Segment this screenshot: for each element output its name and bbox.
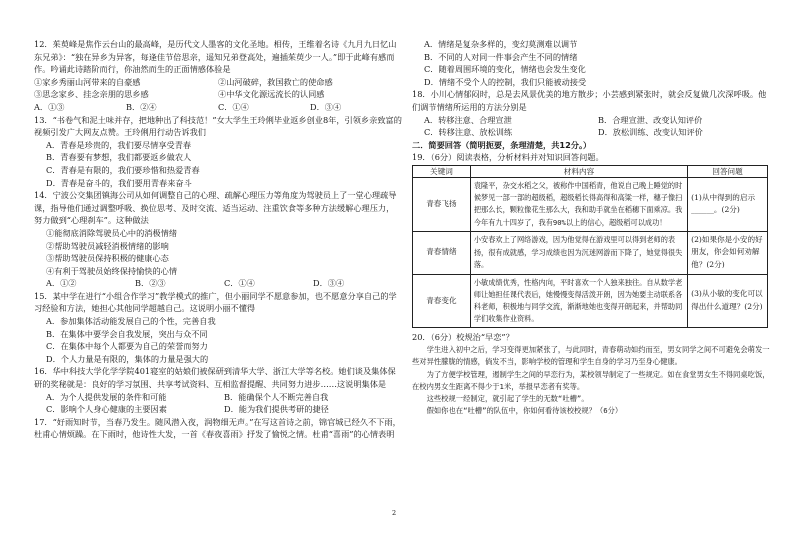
option: D．③④ bbox=[313, 278, 345, 289]
q19-table bbox=[412, 165, 768, 328]
table-header: 材料内容 bbox=[470, 165, 687, 177]
option: B．合理宣泄、改变认知评价 bbox=[598, 114, 703, 125]
question-cell: (2)如果你是小安的好朋友，你会如何劝解他？(2分) bbox=[688, 231, 768, 274]
q12-items-row-1 bbox=[34, 76, 402, 89]
q17-option: A．情绪是复杂多样的，变幻莫测难以调节 bbox=[424, 39, 578, 49]
q20-question: 假如你也在“吐槽”的队伍中，你如何看待该校校规？（6分） bbox=[426, 406, 623, 416]
q13-option: D．青春是奋斗的，我们要用青春来奋斗 bbox=[46, 177, 192, 188]
page-number: 2 bbox=[392, 509, 397, 517]
keyword-cell: 青春情绪 bbox=[413, 231, 471, 274]
option: D．能为我们提供考研的捷径 bbox=[224, 404, 329, 415]
table-row bbox=[413, 274, 768, 328]
q12-item: ③思念家乡、挂念亲朋的思乡感 bbox=[34, 89, 149, 100]
q15-stem: 15．某中学在进行“小组合作学习”教学模式的推广，但小丽同学不愿意参加，也不愿意分享自己的学习经验和方法，她担心其他同学超越自己。这说明小丽不懂得 bbox=[34, 290, 397, 314]
q16-options-row-1 bbox=[34, 391, 402, 404]
option: D．③④ bbox=[310, 101, 342, 112]
q17-stem: 17．“好雨知时节，当春乃发生。随风潜入夜，润物细无声。”在写这首诗之前，锦官城已经久不下雨，杜甫心情烦躁。在下雨时，他诗性大发，一首《春夜喜雨》抒发了愉悦之情。杜甫“喜雨”的心情表明 bbox=[34, 416, 401, 440]
material-cell: 小敏成绩优秀，性格内向，平时喜欢一个人独来独往。自从数学老师让她担任课代表后，她慢慢变得活泼开朗，因为她要主动联系各科老师，积极地与同学交流，渐渐地她也变得开朗起来，并帮助同学们收集作业资料。 bbox=[470, 274, 687, 328]
q17-option: C．随着周围环境的变化，情绪也会发生变化 bbox=[424, 64, 586, 75]
q14-item: ④有利于驾驶员始终保持愉快的心情 bbox=[46, 265, 178, 276]
question-cell: (3)从小敏的变化可以得出什么道理？(2分) bbox=[688, 274, 768, 328]
q12-item: ①家乡秀丽山河带来的自豪感 bbox=[34, 76, 141, 87]
option: B．②④ bbox=[126, 101, 157, 112]
q12-item: ④中华文化源远流长的认同感 bbox=[218, 89, 325, 100]
keyword-cell: 青春变化 bbox=[413, 274, 471, 328]
option: C．①④ bbox=[224, 278, 255, 289]
q13-option: B．青春要有梦想，我们都要返乡做农人 bbox=[46, 152, 192, 163]
material-cell: 小安春欢上了网络游戏，因为他觉得在游戏里可以得到老师的表扬，很有成就感，学习成绩也因为沉迷网游而下降了，她觉得很失落。 bbox=[470, 231, 687, 274]
option: C．转移注意、放松训练 bbox=[424, 127, 513, 138]
q17-option: B．不同的人对同一件事会产生不同的情绪 bbox=[424, 51, 578, 62]
q20-paragraph: 这些校规一经制定，就引起了学生的无数“吐槽”。 bbox=[426, 394, 589, 404]
q19-stem: 19．（6分）阅读表格，分析材料并对知识回答问题。 bbox=[412, 152, 604, 163]
q14-item: ③帮助驾驶员保持积极的健康心态 bbox=[46, 253, 169, 264]
q15-option: C．在集体中每个人都要为自己的荣誉而努力 bbox=[46, 341, 208, 352]
option: D．放松训练、改变认知评价 bbox=[598, 127, 703, 138]
option: A．转移注意、合理宣泄 bbox=[424, 114, 512, 125]
q20-stem: 20．（6分）校规治“早恋”？ bbox=[412, 332, 514, 343]
left-column bbox=[34, 38, 402, 441]
table-row bbox=[413, 177, 768, 231]
q18-stem: 18．小川心情郁闷时，总是去风景优美的地方散步；小芸感到紧张时，就会反复做几次深呼吸。他们调节情绪所运用的方法分别是 bbox=[412, 89, 767, 112]
q12-item: ②山河破碎，救国救亡的使命感 bbox=[218, 76, 333, 87]
option: C．①④ bbox=[218, 101, 249, 112]
q12-items-row-2 bbox=[34, 88, 402, 101]
option: C．影响个人身心健康的主要因素 bbox=[46, 404, 167, 415]
q15-option: D．个人力量是有限的，集体的力量是强大的 bbox=[46, 353, 209, 364]
option: A．①② bbox=[46, 278, 77, 289]
q17-option: D．情绪不受个人的控制，我们只能被动接受 bbox=[424, 76, 587, 87]
option: B．能确保个人不断完善自我 bbox=[224, 391, 329, 402]
q13-option: C．青春是有限的，我们要珍惜和热爱青春 bbox=[46, 164, 200, 175]
table-header: 回答问题 bbox=[688, 165, 768, 177]
q18-options-row-1 bbox=[412, 114, 772, 127]
q12-stem: 12．茱萸峰是焦作云台山的最高峰，是历代文人墨客的文化圣地。相传，王维着名诗《九月九日忆山东兄弟》：“独在异乡为异客，每逢佳节倍思亲，遥知兄弟登高处，遍插茱萸少一人。”即于此峰有感而作。吟诵此诗踏阶而行，你油然而生的正面情感体验是 bbox=[34, 39, 397, 75]
table-row bbox=[413, 231, 768, 274]
q18-options-row-2 bbox=[412, 126, 772, 139]
keyword-cell: 青春飞扬 bbox=[413, 177, 471, 231]
q15-option: B．在集体中要学会自我发展，突出与众不同 bbox=[46, 328, 208, 339]
q15-option: A．参加集体活动能发展自己的个性，完善自我 bbox=[46, 316, 216, 327]
q20-paragraph: 为了方便学校管理，遏制学生之间的早恋行为，某校领导制定了一些规定。如在食堂男女生不得同桌吃饭，在校内男女生距离不得少于1米，举报早恋者有奖等。 bbox=[412, 369, 770, 391]
option: A．①③ bbox=[34, 101, 65, 112]
table-header: 关键词 bbox=[413, 165, 471, 177]
option: B．②③ bbox=[135, 278, 166, 289]
option: A．为个人提供发展的条件和可能 bbox=[46, 391, 167, 402]
q16-options-row-2 bbox=[34, 403, 402, 416]
q14-options bbox=[34, 277, 402, 290]
q14-item: ②帮助驾驶员减轻消极情绪的影响 bbox=[46, 240, 169, 251]
q13-option: A．青春是珍贵的，我们要尽情享受青春 bbox=[46, 139, 192, 150]
q13-stem: 13．“书卷气和泥土味并存，把地种出了科技范！”女大学生王玲俐毕业返乡创业8年，引领乡亲致富的视频引发广大网友点赞。王玲俐用行动告诉我们 bbox=[34, 114, 402, 138]
q14-stem: 14．宁波公交集团镇海公司从如何调整自己的心理、疏解心理压力等角度为驾驶员上了一堂心理疏导课，指导他们通过调整呼吸、换位思考、及时交流、适当运动、注重饮食等多种方法缓解心理压力，努力做到“心理刹车”。这种做法 bbox=[34, 190, 397, 226]
section-title: 二．简要回答（简明扼要，条理清楚，共12分。） bbox=[412, 139, 592, 150]
table-header-row bbox=[413, 165, 768, 177]
q12-options bbox=[34, 101, 402, 114]
right-column bbox=[412, 38, 772, 418]
q14-item: ①能彻底消除驾驶员心中的消极情绪 bbox=[46, 227, 178, 238]
q20-paragraph: 学生进入初中之后，学习变得更加紧张了，与此同时，青春萌动如约而至，男女同学之间不可避免会萌发一些对异性朦胧的情感，倘发不当，影响学校的管理和学生自身的学习乃至身心健康。 bbox=[412, 344, 770, 367]
q16-stem: 16．华中科技大学化学学院401寝室的姑娘们被保研到清华大学、浙江大学等名校。她们谈及集体保研的奖秘就是：良好的学习氛围、共享考试资料、互相监督提醒、共同努力进步……这说明集体是 bbox=[34, 366, 396, 390]
material-cell: 袁隆平，杂交水稻之父，被称作中国稻青，他说自己晚上睡觉的时候梦见一部一部的超级稻，超级稻长得高得和高粱一样，穗子像扫把那么长，颗粒像花生那么大，我和助手就坐在稻穗下面乘凉。我今年有九十四岁了，我有90%以上的信心，超级稻可以成功！ bbox=[470, 177, 687, 231]
question-cell: (1)从中得到的启示______。(2分) bbox=[688, 177, 768, 231]
